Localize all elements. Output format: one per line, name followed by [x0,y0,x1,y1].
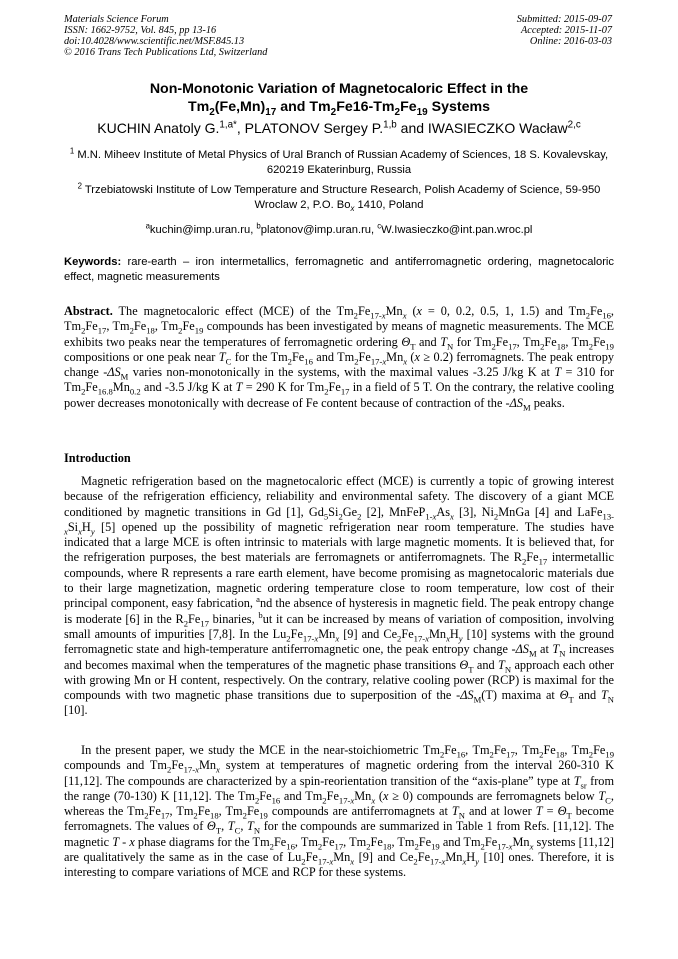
section-heading-introduction: Introduction [64,451,131,465]
intro-paragraph-1: Magnetic refrigeration based on the magnetocaloric effect (MCE) is currently a topic of growing interest because of the refrigeration efficiency, reliability and environmental safety. The discovery of a giant MCE conditioned by magnetic transitions in Gd [1], $Gd_5Si_2Ge_2$ [2], $MnFeP_{1-x}As_x$ [3], $Ni_2MnGa$ [4] and $LaFe_{13-x}Si_xH_y$ [5] opened up the possibility of magnetic refrigeration near room temperature. The studies have indicated that a large MCE is often intrinsic to materials with large magnetic moments. It is believed that, for the refrigeration purposes, the best materials are ferromagnets or antiferromagnets. The $R_2Fe_{17}$ intermetallic compounds, where R represents a rare earth element, have become promising as magnetocaloric materials due to their large magnetization, magnetic ordering temperature close to room temperature, low cost of their principal component, easy fabrication, $^a$nd the absence of hysteresis in magnetic field. The peak entropy change is moderate [6] in the $R_2Fe_{17}$ binaries, $^b$ut it can be increased by means of variation of composition, involving small amounts of impurities [7,8]. In the $Lu_2Fe_{17-x}Mn_x$ [9] and $Ce_2Fe_{17-x}Mn_xH_y$ [10] systems with the ground ferromagnetic state and high-temperature antiferromagnetic one, the peak entropy change $-\Delta S_M$ at $T_N$ increases and becomes maximal when the temperatures of the magnetic phase transitions $\Theta_T$ and $T_N$ approach each other with growing Mn or H content, respectively. On the contrary, relative cooling power (RCP) is maximal for the compounds with two magnetic phase transitions due to superposition of the $-\Delta S_M(T)$ maxima at $\Theta_T$ and $T_N$ [10]. [64,474,615,718]
journal-doi: doi:10.4028/www.scientific.net/MSF.845.13 [64,36,245,47]
accepted-date: Accepted: 2015-11-07 [520,25,612,36]
keywords-label: Keywords: [64,256,122,268]
intro-paragraph-2: In the present paper, we study the MCE in the near-stoichiometric $Tm_2Fe_{16}$, $Tm_2Fe_{17}$, $Tm_2Fe_{18}$, $Tm_2Fe_{19}$ compounds and $Tm_2Fe_{17-x}Mn_x$ system at temperatures of magnetic ordering from the interval 260-310 K [11,12]. The compounds are characterized by a spin-reorientation transition of the “axis-plane” type at $T_{sr}$ from the range (70-130) K [11,12]. The $Tm_2Fe_{16}$ and $Tm_2Fe_{17-x}Mn_x$ (x ≥ 0) compounds are ferromagnets below $T_C$, whereas the $Tm_2Fe_{17}$, $Tm_2Fe_{18}$, $Tm_2Fe_{19}$ compounds are antiferromagnets at $T_N$ and at lower $T = \Theta_T$ become ferromagnets. The values of $\Theta_T$, $T_C$, $T_N$ for the compounds are summarized in Table 1 from Refs. [11,12]. The magnetic T - x phase diagrams for the $Tm_2Fe_{16}$, $Tm_2Fe_{17}$, $Tm_2Fe_{18}$, $Tm_2Fe_{19}$ and $Tm_2Fe_{17-x}Mn_x$ systems [11,12] are qualitatively the same as in the case of $Lu_2Fe_{17-x}Mn_x$ [9] and $Ce_2Fe_{17-x}Mn_xH_y$ [10] ones. Therefore, it is interesting to compare variations of MCE and RCP for these systems. [64,743,615,880]
abstract-text: The magnetocaloric effect (MCE) of the $Tm_2Fe_{17-x}Mn_x$ (x = 0, 0.2, 0.5, 1, 1.5) and $Tm_2Fe_{16}$, $Tm_2Fe_{17}$, $Tm_2Fe_{18}$, $Tm_2Fe_{19}$ compounds has been investigated by means of magnetic measurements. The MCE exhibits two peaks near the temperatures of ferromagnetic ordering $\Theta_T$ and $T_N$ for $Tm_2Fe_{17}$, $Tm_2Fe_{18}$, $Tm_2Fe_{19}$ compositions or one peak near $T_C$ for the $Tm_2Fe_{16}$ and $Tm_2Fe_{17-x}Mn_x$ (x ≥ 0.2) ferromagnets. The peak entropy change $-\Delta S_M$ varies non-monotonically in the systems, with the maximal values -3.25 J/kg K at T = 310 for $Tm_2Fe_{16.8}Mn_{0.2}$ and -3.5 J/kg K at T = 290 K for $Tm_2Fe_{17}$ in a field of 5 T. On the contrary, the relative cooling power decreases monotonically with decrease of Fe content because of contraction of the $-\Delta S_M$ peaks. [64,304,615,413]
author-emails: $^a$kuchin@imp.uran.ru, $^b$platonov@imp.uran.ru, $^c$W.Iwasieczko@int.pan.wroc.pl [145,221,533,236]
journal-header-right [517,14,612,47]
title-line-2: $Tm_2(Fe,Mn)_{17}$ and $Tm_2Fe16-Tm_2Fe_{19}$ Systems [187,99,490,118]
submitted-date: Submitted: 2015-09-07 [516,14,612,25]
title-line-1: Non-Monotonic Variation of Magnetocaloric Effect in the [149,81,529,97]
abstract-block [64,304,614,411]
online-date: Online: 2016-03-03 [529,36,612,47]
journal-header-left [64,14,267,58]
journal-copyright: © 2016 Trans Tech Publications Ltd, Switzerland [64,47,268,58]
keywords-text: rare-earth – iron intermetallics, ferromagnetic and antiferromagnetic ordering, magnetocaloric effect, magnetic measurements [64,256,614,283]
affiliation-1: $^1$ M.N. Miheev Institute of Metal Physics of Ural Branch of Russian Academy of Sciences, 18 S. Kovalevskay, 620219 Ekaterinburg, Russia [69,146,609,176]
affiliation-2: $^2$ Trzebiatowski Institute of Low Temperature and Structure Research, Polish Academy of Science, 59-950 Wroclaw 2, P.O. $Bo_x$ 1410, Poland [77,181,601,214]
journal-issn: ISSN: 1662-9752, Vol. 845, pp 13-16 [64,25,217,36]
paper-title [40,80,638,116]
journal-name: Materials Science Forum [64,14,169,25]
keywords-block [64,255,614,284]
author-list: KUCHIN Anatoly G.$^{1,a*}$, PLATONOV Sergey P.$^{1,b}$ and IWASIECZKO Wacław$^{2,c}$ [97,119,581,136]
abstract-label: Abstract. [64,304,113,318]
